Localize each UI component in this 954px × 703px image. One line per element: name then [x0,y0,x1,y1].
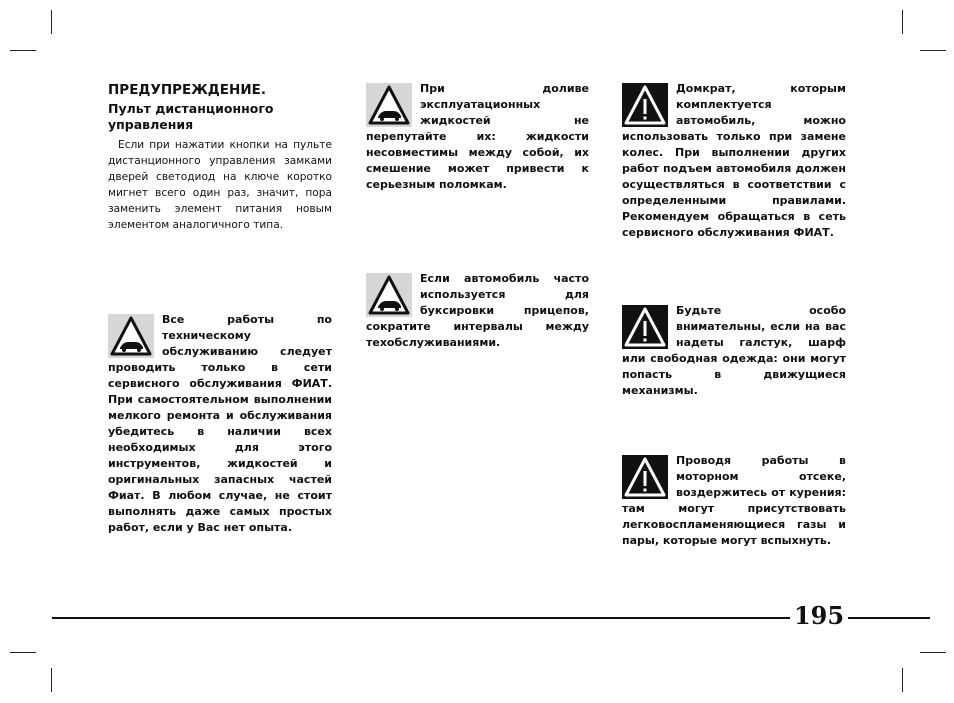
notice-towing [366,271,589,351]
notice-clothing [622,303,846,399]
crop-mark [10,50,36,51]
footer-rule [848,617,930,619]
notice-text: Домкрат, которым комплектуется автомобиль, можно использовать только при замене колес. При выполнении других работ подъем автомобиля должен осуществляться в соответствии с определенными правилами. Рекомендуем обращаться в сеть сервисного обслуживания ФИАТ. [622,82,846,239]
car-warning-icon [366,273,412,317]
notice-text: Будьте особо внимательны, если на вас надеты галстук, шарф или свободная одежда: они могут попасть в движущиеся механизмы. [622,304,846,397]
page-number: 195 [793,601,845,630]
car-warning-icon [108,314,154,358]
notice-fluids [366,81,589,193]
notice-smoking [622,453,846,549]
exclamation-warning-icon [622,305,668,349]
crop-mark [51,10,52,34]
footer-rule [52,617,790,619]
section-heading: ПРЕДУПРЕЖДЕНИЕ. [108,82,266,98]
notice-text: Все работы по техническому обслуживанию следует проводить только в сети сервисного обслуживания ФИАТ. При самостоятельном выполнении мелкого ремонта и обслуживания убедитесь в наличии всех необходимых для этого инструментов, жидкостей и оригинальных запасных частей Фиат. В любом случае, не стоит выполнять даже самых простых работ, если у Вас нет опыта. [108,313,332,534]
exclamation-warning-icon [622,83,668,127]
notice-text: Если автомобиль часто используется для буксировки прицепов, сократите интервалы между техобслуживаниями. [366,272,589,349]
crop-mark [902,10,903,34]
crop-mark [902,668,903,692]
notice-jack [622,81,846,241]
section-subheading: Пульт дистанционного управления [108,101,274,132]
notice-service-work [108,312,332,536]
warning-section [108,82,332,233]
crop-mark [920,652,946,653]
section-body: Если при нажатии кнопки на пульте дистанционного управления замками дверей светодиод на ключе коротко мигнет всего один раз, значит, пора заменить элемент питания новым элементом аналогичного типа. [108,139,332,231]
crop-mark [51,668,52,692]
exclamation-warning-icon [622,455,668,499]
crop-mark [10,652,36,653]
crop-mark [920,50,946,51]
car-warning-icon [366,83,412,127]
notice-text: Проводя работы в моторном отсеке, воздержитесь от курения: там могут присутствовать легковоспламеняющиеся газы и пары, которые могут вспыхнуть. [622,454,846,547]
notice-text: При доливе эксплуатационных жидкостей не перепутайте их: жидкости несовместимы между собой, их смешение может привести к серьезным поломкам. [366,82,589,191]
